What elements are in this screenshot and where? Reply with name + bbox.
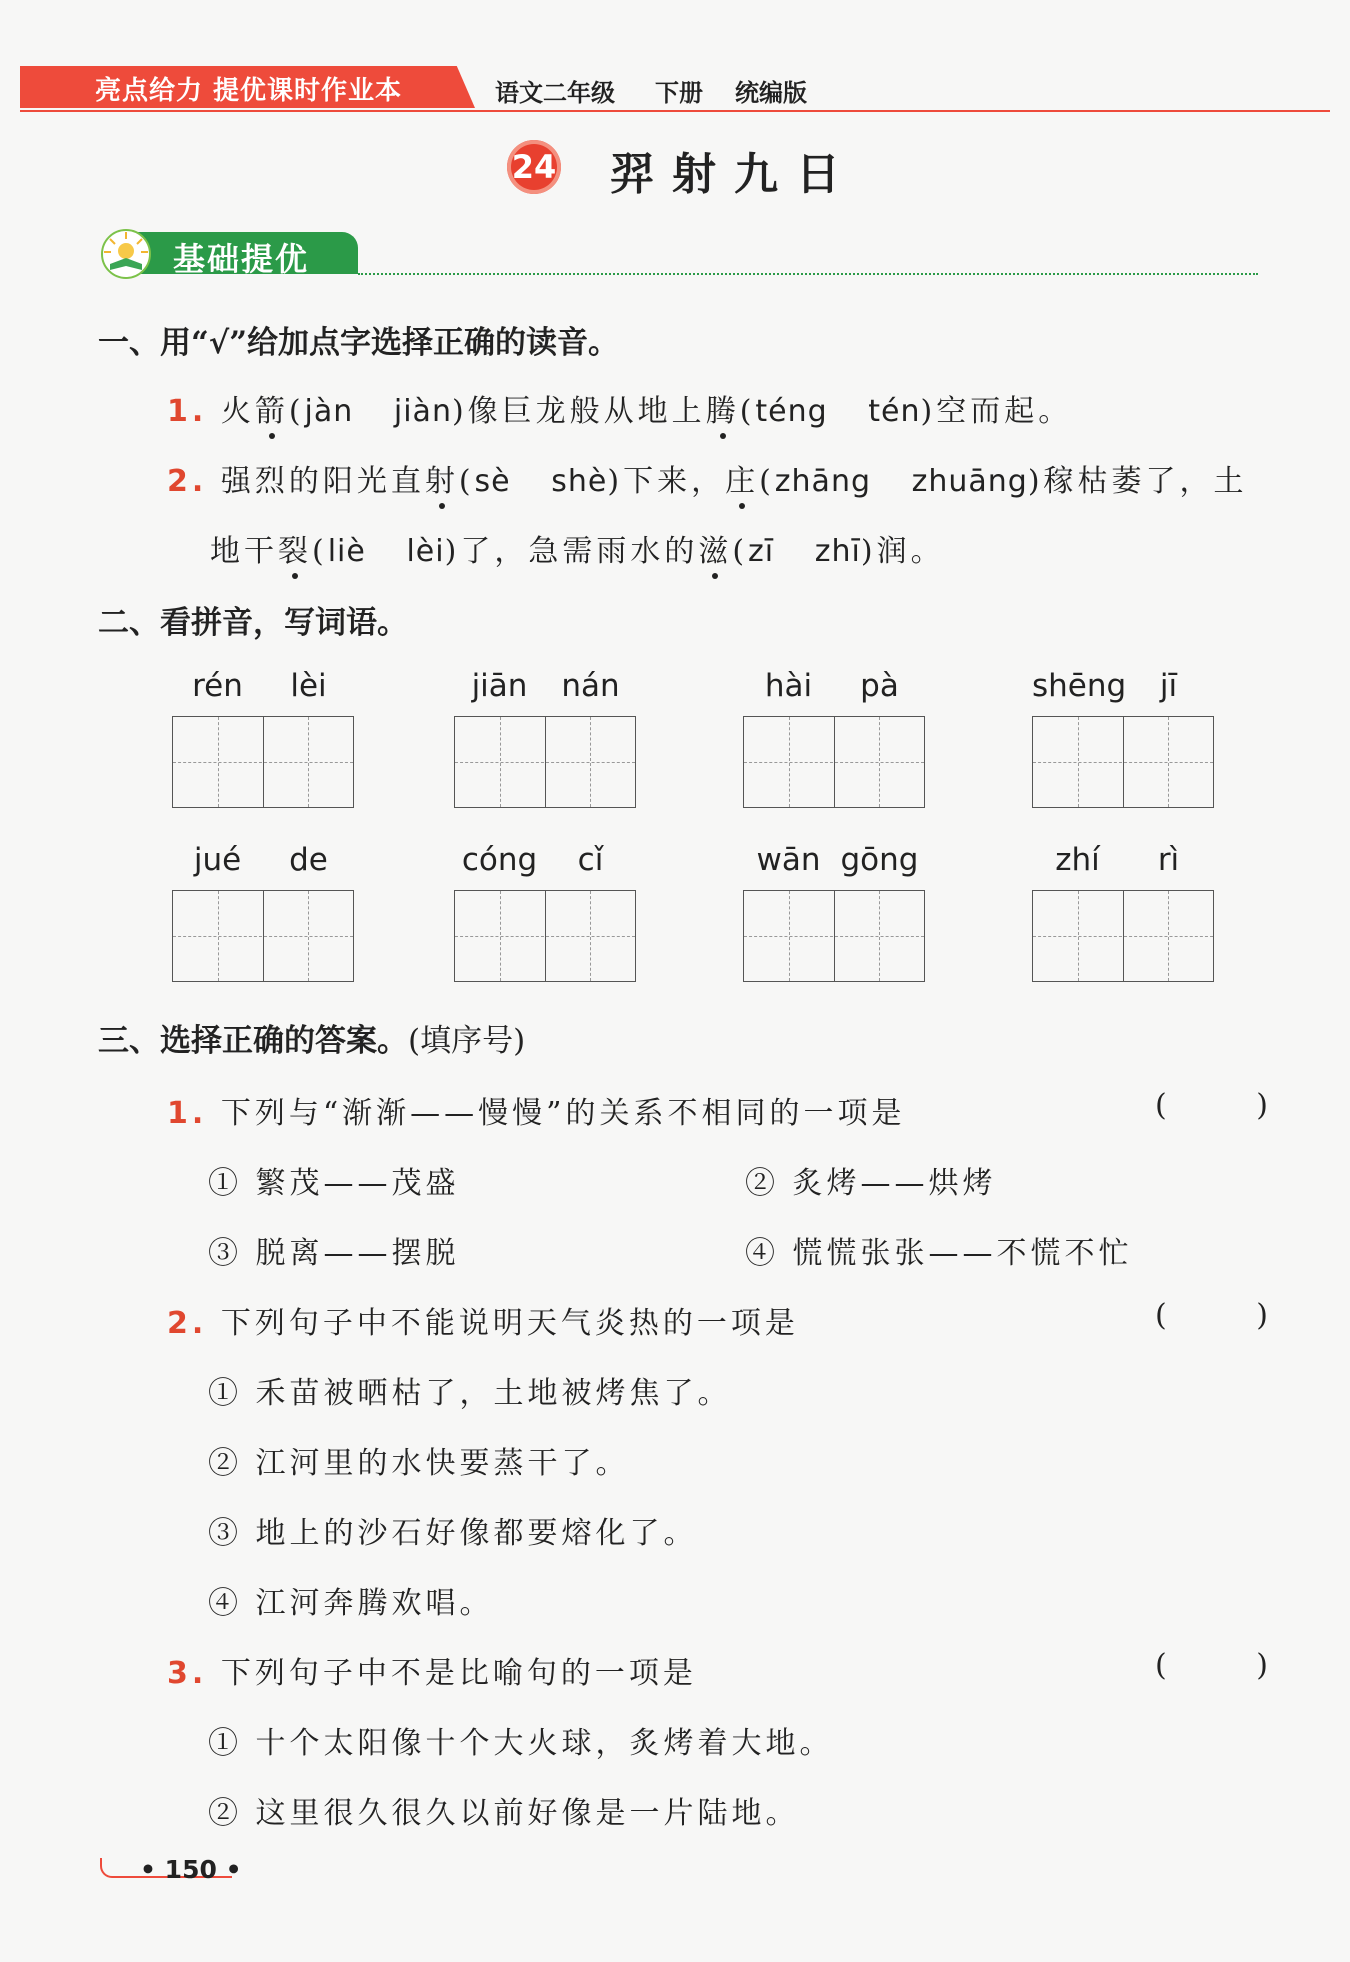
dotted-char: 裂 [278, 534, 312, 569]
answer-blank[interactable]: ( ) [1155, 1088, 1308, 1123]
writing-grid-box[interactable] [1032, 890, 1214, 982]
q1-item2-cont [210, 526, 945, 570]
q1-item2-text: )下来， [607, 464, 726, 499]
writing-grid-box[interactable] [743, 890, 925, 982]
q3-item2-text: 下列句子中不能说明天气炎热的一项是 [220, 1306, 799, 1341]
option: ④ 江河奔腾欢唱。 [208, 1586, 494, 1621]
option: ① 十个太阳像十个大火球，炙烤着大地。 [208, 1726, 834, 1761]
pinyin-option[interactable]: téng [755, 394, 828, 429]
header-volume: 下册 [655, 79, 703, 107]
pinyin-label: cóng [461, 842, 538, 878]
pinyin-option[interactable]: jiàn [393, 394, 452, 429]
q1-item1-text: 火 [220, 394, 255, 429]
pinyin-label: pà [860, 668, 899, 704]
writing-grid-box[interactable] [454, 890, 636, 982]
paren-open: ( [759, 464, 775, 499]
q3-item3-number: 3. [167, 1656, 208, 1691]
q2-heading: 二、看拼音，写词语。 [98, 605, 408, 641]
pinyin-label: nán [561, 668, 620, 704]
q3-item3-text: 下列句子中不是比喻句的一项是 [220, 1656, 697, 1691]
section-divider [358, 273, 1258, 275]
lesson-title: 羿射九日 [610, 149, 858, 200]
option: ③ 地上的沙石好像都要熔化了。 [208, 1516, 698, 1551]
writing-grid-box[interactable] [1032, 716, 1214, 808]
book-sun-icon [100, 228, 152, 280]
pinyin-option[interactable]: liè [327, 534, 366, 569]
q3-item2-stem [167, 1298, 799, 1342]
brand-title: 亮点给力 提优课时作业本 [95, 76, 403, 106]
option: ② 炙烤——烘烤 [745, 1166, 997, 1201]
pinyin-label: cǐ [577, 842, 604, 878]
pinyin-option[interactable]: tén [868, 394, 921, 429]
pinyin-label: jiān [471, 668, 528, 704]
paren-open: ( [739, 394, 756, 429]
q3-item3-stem [167, 1648, 697, 1692]
pinyin-label: lèi [290, 668, 327, 704]
answer-blank[interactable]: ( ) [1155, 1648, 1308, 1683]
pinyin-label: rì [1157, 842, 1180, 878]
pinyin-label: hài [764, 668, 813, 704]
pinyin-option[interactable]: zhāng [774, 464, 871, 499]
q1-item1-text: )空而起。 [920, 394, 1073, 429]
dotted-char: 腾 [705, 394, 740, 429]
writing-grid-box[interactable] [743, 716, 925, 808]
q3-item2-number: 2. [167, 1306, 208, 1341]
pinyin-label: gōng [840, 842, 919, 878]
writing-grid-box[interactable] [172, 716, 354, 808]
q3-heading-note: (填序号) [408, 1023, 526, 1059]
option: ① 禾苗被晒枯了，土地被烤焦了。 [208, 1376, 732, 1411]
writing-grid-box[interactable] [172, 890, 354, 982]
pinyin-label: de [289, 842, 328, 878]
paren-open: ( [458, 464, 475, 499]
dotted-char: 滋 [698, 534, 733, 569]
paren-open: ( [312, 534, 328, 569]
pinyin-option[interactable]: zī [748, 534, 775, 569]
paren-open: ( [288, 394, 305, 429]
q3-heading-text: 三、选择正确的答案。 [98, 1023, 408, 1059]
q1-item2-text: 强烈的阳光直 [220, 464, 425, 499]
dotted-char: 庄 [725, 464, 760, 499]
pinyin-label: rén [192, 668, 243, 704]
pinyin-option[interactable]: lèi [406, 534, 445, 569]
q1-item2-text: 地干 [210, 534, 278, 569]
q1-item1-text: )像巨龙般从地上 [451, 394, 706, 429]
q1-item2-text: )润。 [860, 534, 945, 569]
option: ② 这里很久很久以前好像是一片陆地。 [208, 1796, 800, 1831]
dotted-char: 射 [424, 464, 459, 499]
answer-blank[interactable]: ( ) [1155, 1298, 1308, 1333]
q3-item1-text: 下列与“渐渐——慢慢”的关系不相同的一项是 [220, 1096, 906, 1131]
header-edition: 统编版 [735, 79, 807, 107]
header-subject: 语文二年级 [495, 79, 615, 107]
writing-grid-box[interactable] [454, 716, 636, 808]
q3-item1-stem [167, 1088, 906, 1132]
lesson-number-badge: 24 [507, 140, 561, 194]
header-rule [20, 110, 1330, 112]
q1-item2-text: )了，急需雨水的 [444, 534, 699, 569]
q3-item1-number: 1. [167, 1096, 208, 1131]
pinyin-option[interactable]: zhuāng [911, 464, 1028, 499]
q1-item1 [167, 386, 1072, 430]
pinyin-label: wān [756, 842, 821, 878]
section-label: 基础提优 [173, 240, 310, 278]
q1-item2-number: 2. [167, 464, 208, 499]
pinyin-label: zhí [1055, 842, 1100, 878]
pinyin-option[interactable]: jàn [304, 394, 354, 429]
pinyin-option[interactable]: sè [474, 464, 511, 499]
paren-open: ( [732, 534, 749, 569]
q1-item1-number: 1. [167, 394, 208, 429]
dotted-char: 箭 [254, 394, 289, 429]
page-number: • 150 • [140, 1855, 242, 1884]
pinyin-label: jué [193, 842, 242, 878]
option: ② 江河里的水快要蒸干了。 [208, 1446, 630, 1481]
q3-heading [98, 1015, 525, 1060]
pinyin-option[interactable]: zhī [814, 534, 861, 569]
q1-item2-text: )稼枯萎了，土 [1027, 464, 1248, 499]
pinyin-option[interactable]: shè [551, 464, 608, 499]
pinyin-label: shēng [1032, 668, 1127, 704]
option: ④ 慌慌张张——不慌不忙 [745, 1236, 1133, 1271]
option: ③ 脱离——摆脱 [208, 1236, 460, 1271]
pinyin-label: jī [1159, 668, 1178, 704]
q1-heading: 一、用“√”给加点字选择正确的读音。 [98, 325, 620, 361]
q1-item2 [167, 456, 1248, 500]
option: ① 繁茂——茂盛 [208, 1166, 460, 1201]
